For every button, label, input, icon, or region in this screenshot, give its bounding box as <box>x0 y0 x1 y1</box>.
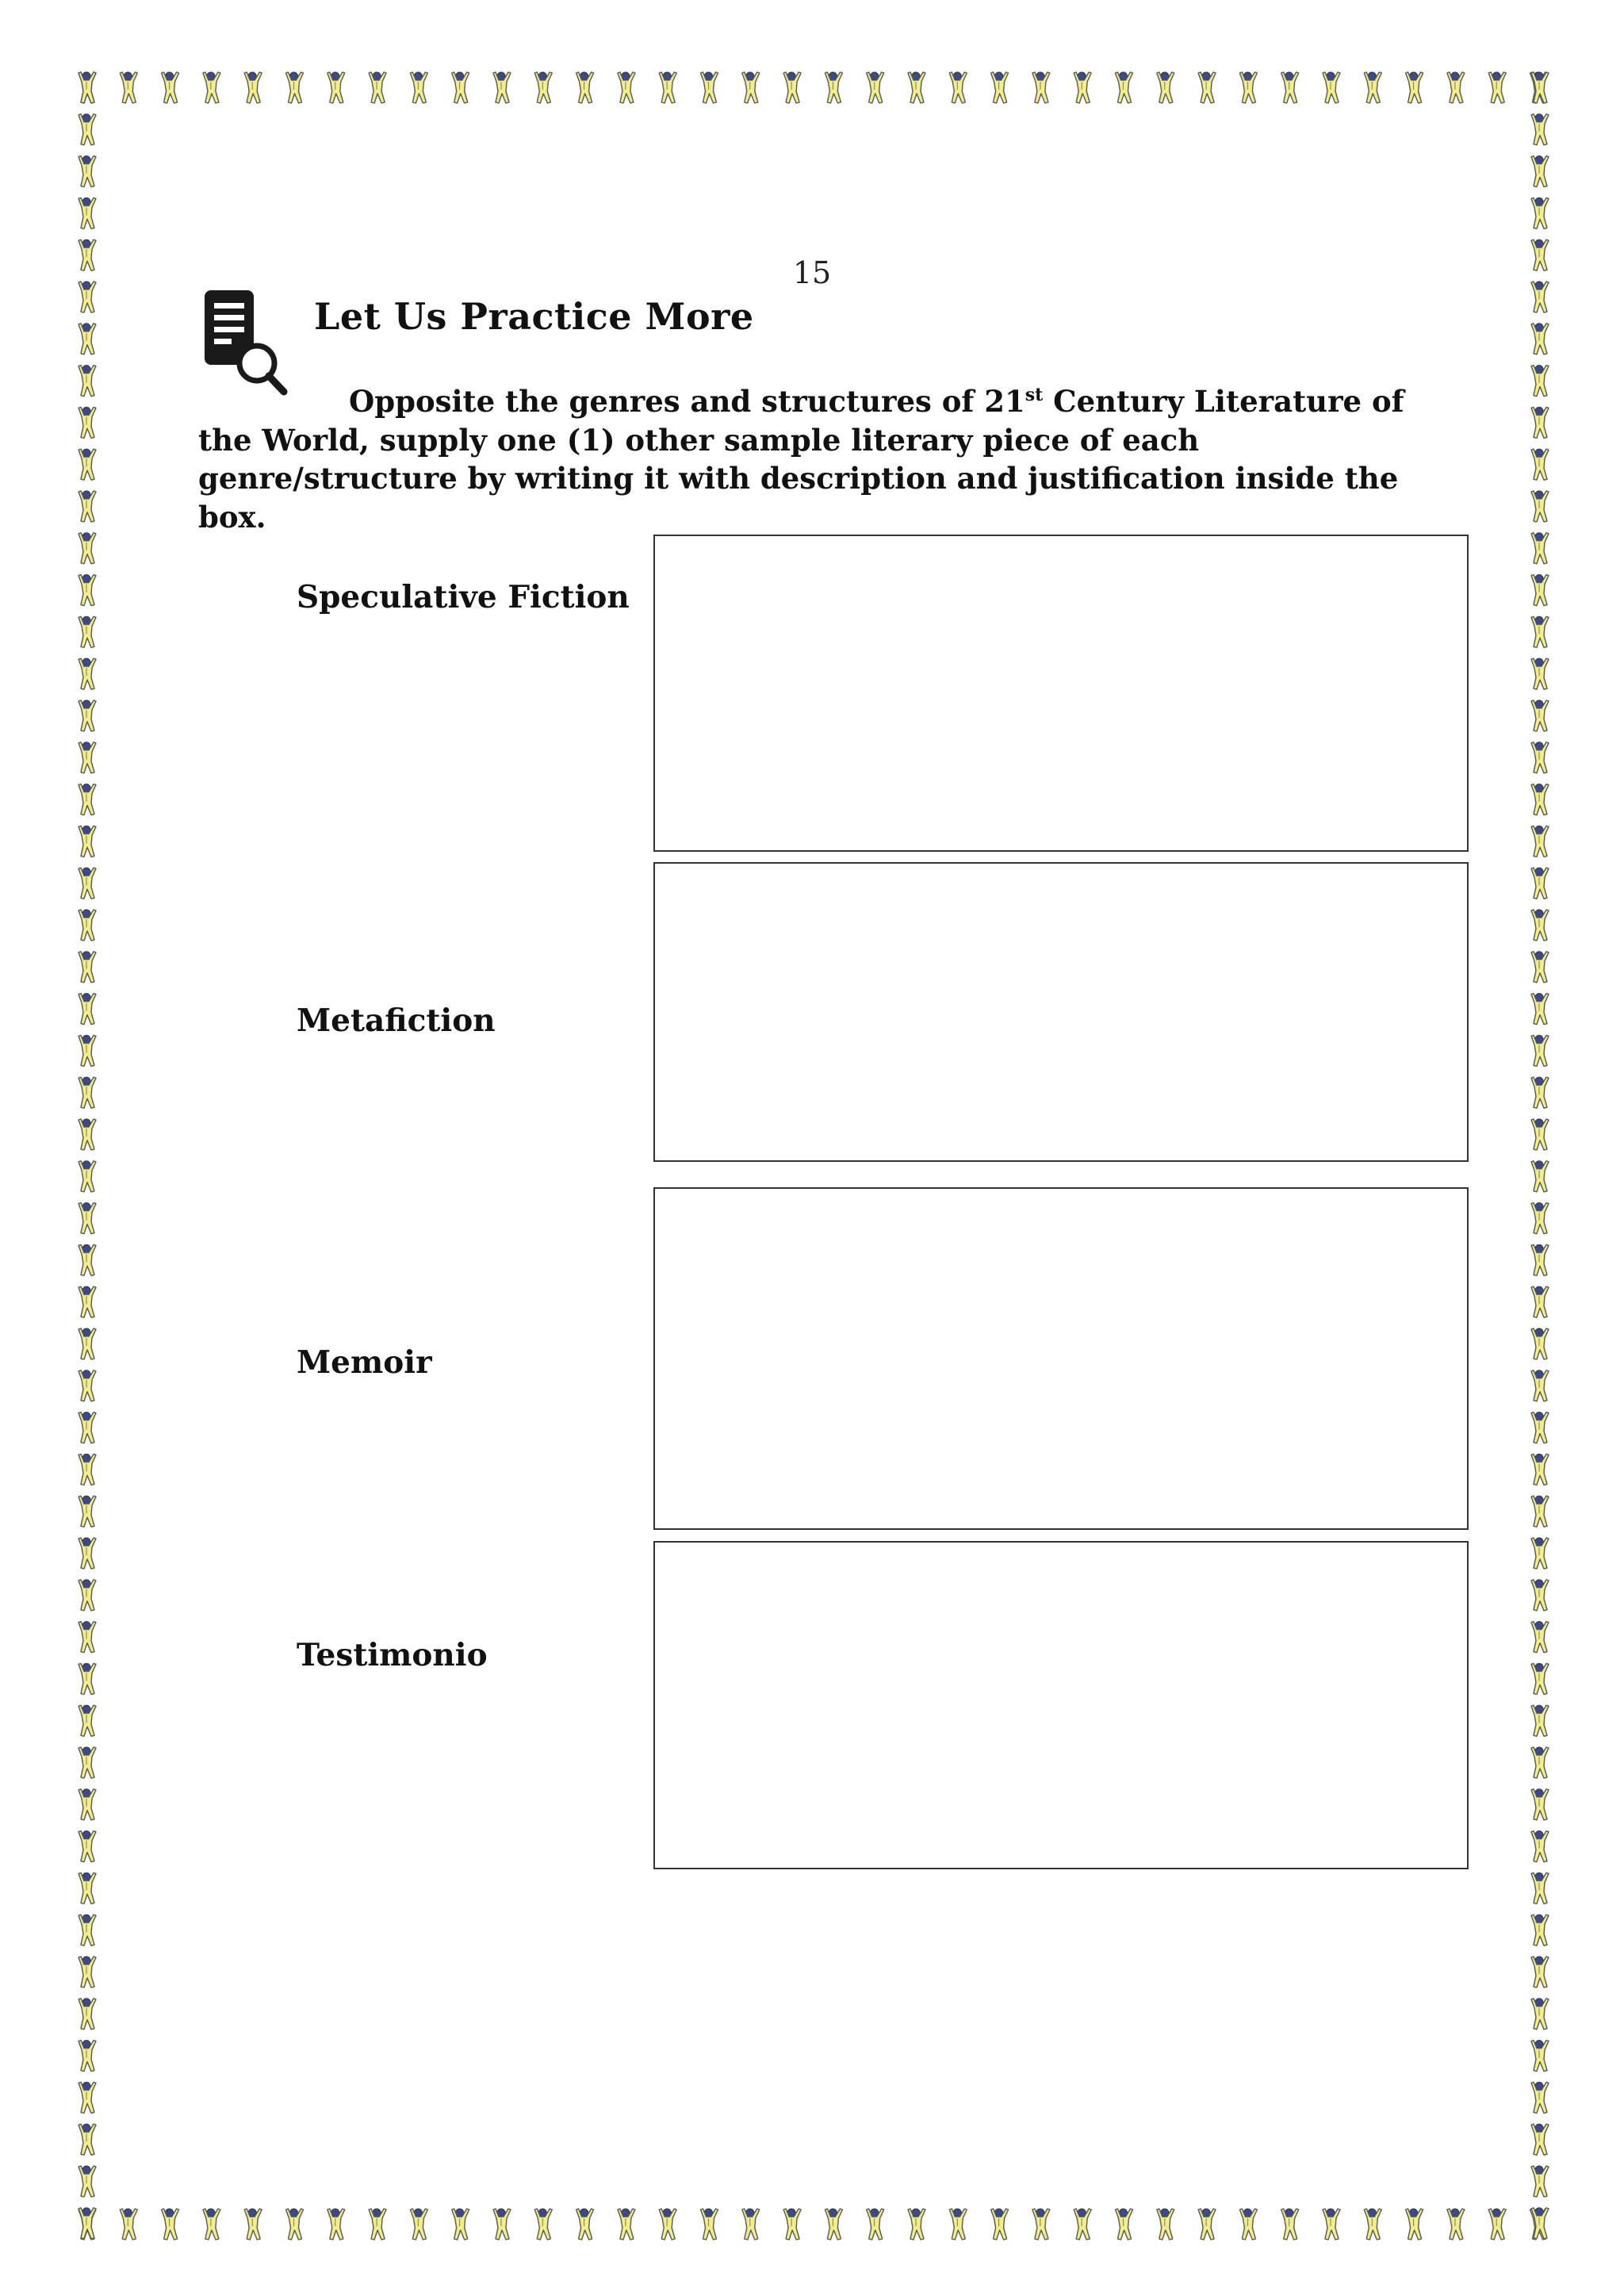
decorative-border-right <box>1519 67 1561 2244</box>
genre-label-memoir: Memoir <box>297 1344 432 1381</box>
section-title: Let Us Practice More <box>314 295 754 338</box>
instructions-line-3: genre/structure by writing it with description and justification inside the <box>198 461 1399 496</box>
cheering-person-icon <box>67 67 108 2244</box>
genre-label-speculative-fiction: Speculative Fiction <box>297 579 630 615</box>
instructions-line-4: box. <box>198 499 266 535</box>
instructions <box>198 382 1404 536</box>
answer-box-speculative-fiction[interactable] <box>653 535 1469 852</box>
document-magnifier-icon <box>201 286 289 397</box>
answer-box-metafiction[interactable] <box>653 862 1469 1162</box>
answer-box-memoir[interactable] <box>653 1187 1469 1530</box>
cheering-person-icon <box>67 67 1561 108</box>
instructions-text: Century Literature of <box>1043 384 1404 419</box>
genre-label-metafiction: Metafiction <box>297 1002 496 1039</box>
decorative-border-bottom <box>67 2203 1561 2244</box>
page-number: 15 <box>792 255 832 290</box>
cheering-person-icon <box>67 2203 1561 2244</box>
genre-label-testimonio: Testimonio <box>297 1637 488 1673</box>
superscript: st <box>1025 385 1044 405</box>
instructions-text: Opposite the genres and structures of 21 <box>349 384 1025 419</box>
instructions-line-1 <box>198 382 1404 421</box>
cheering-person-icon <box>1519 67 1561 2244</box>
instructions-line-2: the World, supply one (1) other sample literary piece of each <box>198 422 1200 458</box>
decorative-border-top <box>67 67 1561 108</box>
decorative-border-left <box>67 67 108 2244</box>
answer-box-testimonio[interactable] <box>653 1541 1469 1869</box>
